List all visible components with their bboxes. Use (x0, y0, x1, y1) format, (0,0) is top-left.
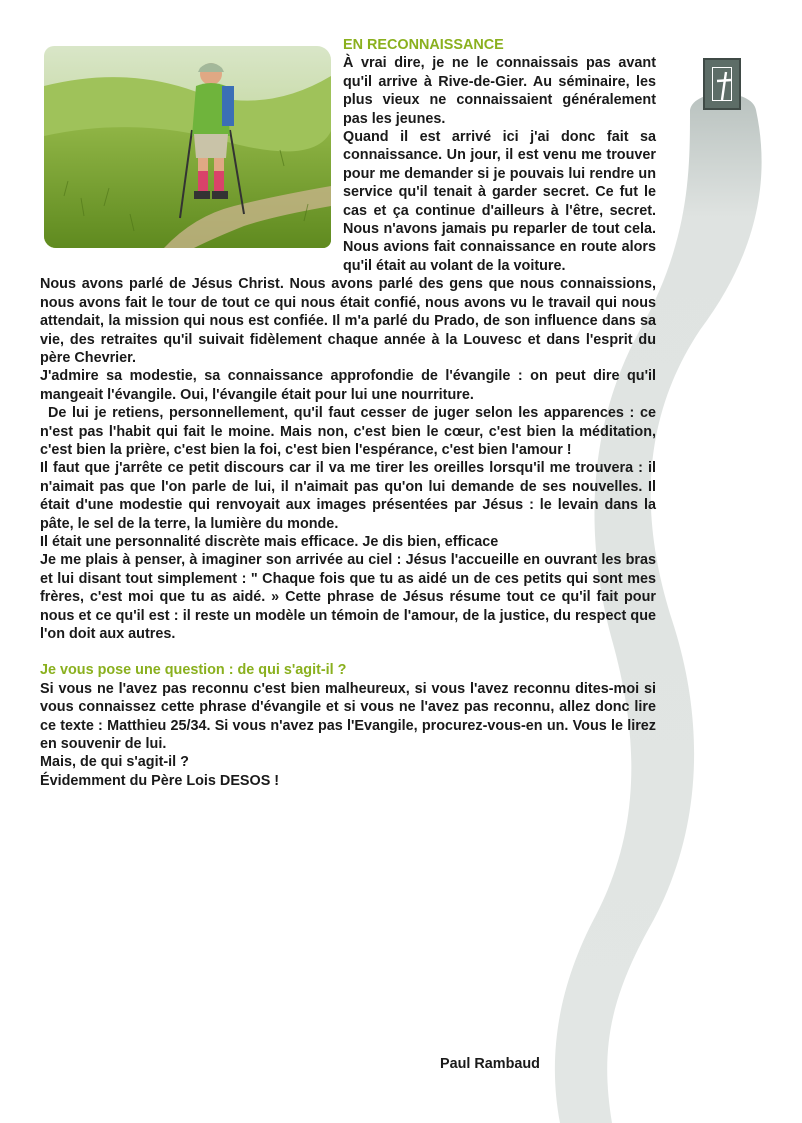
photo-spacer (40, 36, 343, 260)
question-paragraph: Si vous ne l'avez pas reconnu c'est bien malheureux, si vous l'avez reconnu dites-moi si vous connaissez cette phrase d'évangile et si vous ne l'avez pas reconnu, allez donc lire ce texte : Matthieu 25/34. Si vous n'avez pas l'Evangile, procurez-vous-en un. Vous le lirez en souvenir de lui. (40, 680, 656, 753)
article-paragraph: J'admire sa modestie, sa connaissance approfondie de l'évangile : on peut dire qu'il mangeait l'évangile. Oui, l'évangile était pour lui une nourriture. (40, 368, 656, 403)
article-paragraph: Nous avons parlé de Jésus Christ. Nous avons parlé des gens que nous connaissions, nous avons fait le tour de tout ce qui nous était confié, nous avons vu le travail qui nous attendait, la mission qui nous est confiée. Il m'a parlé du Prado, de son influence dans sa vie, des retraites qu'il suivait fidèlement chaque année à la Louvesc et dans l'esprit du père Chevrier. (40, 276, 656, 366)
question-paragraph: Évidemment du Père Lois DESOS ! (40, 772, 280, 789)
question-heading: Je vous pose une question : de qui s'agit-il ? (40, 662, 347, 679)
cross-icon (713, 68, 735, 104)
article-paragraph: Il était une personnalité discrète mais efficace. Je dis bien, efficace (40, 533, 499, 550)
article-paragraph: À vrai dire, je ne le connaissais pas avant qu'il arrive à Rive-de-Gier. Au séminaire, les plus vieux ne connaissaient généralement pas les jeunes. (343, 55, 656, 127)
signature: Paul Rambaud (440, 1056, 540, 1072)
article-paragraph: Je me plais à penser, à imaginer son arrivée au ciel : Jésus l'accueille en ouvrant les bras et lui disant tout simplement : " Chaque fois que tu as aidé un de ces petits qui sont mes frères, c'est moi que tu as aidé. » Cette phrase de Jésus résume tout ce qu'il fait pour nous et ce qu'il est : il reste un modèle un témoin de l'amour, de la justice, du respect que l'on doit aux autres. (40, 552, 656, 642)
article-body (40, 36, 656, 790)
cross-in-frame-icon (703, 58, 741, 110)
article-paragraph: Il faut que j'arrête ce petit discours car il va me tirer les oreilles lorsqu'il me trouvera : il n'aimait pas que l'on parle de lui, il n'aimait pas qu'on lui demande de ses nouvelles. Il était d'une modestie qui renvoyait aux images présentées par Jésus : le levain dans la pâte, le sel de la terre, la lumière du monde. (40, 460, 656, 532)
article-paragraph: De lui je retiens, personnellement, qu'il faut cesser de juger selon les apparences : ce n'est pas l'habit qui fait le moine. Mais non, c'est bien le cœur, c'est bien la méditation, c'est bien la prière, c'est bien la foi, c'est bien l'espérance, c'est bien l'amour ! (40, 405, 656, 458)
article-paragraph: Quand il est arrivé ici j'ai donc fait sa connaissance. Un jour, il est venu me trouver pour me demander si je pouvais lui rendre un service qu'il tenait à garder secret. Ce fut le cas et ça continue d'ailleurs à l'être, secret. Nous n'avons jamais pu reparler de tout cela. Nous avions fait connaissance en route alors qu'il était au volant de la voiture. (343, 129, 656, 274)
question-paragraph: Mais, de qui s'agit-il ? (40, 754, 189, 771)
article-heading: EN RECONNAISSANCE (343, 37, 504, 53)
